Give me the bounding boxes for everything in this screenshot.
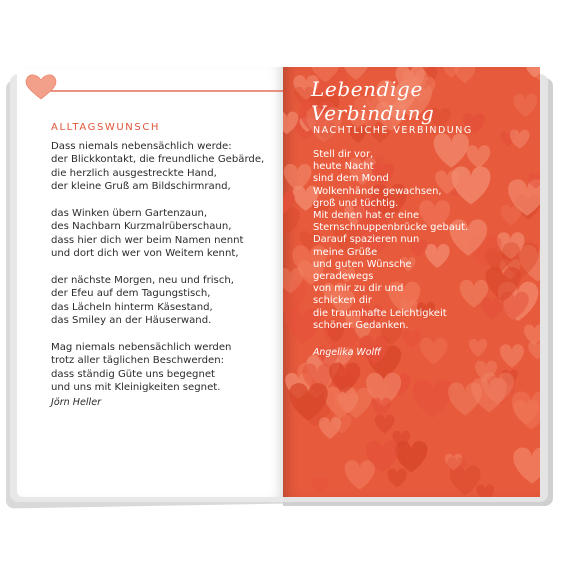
poem-line: und uns mit Kleinigkeiten segnet. (51, 382, 221, 394)
poem-line: das Smiley an der Häuserwand. (51, 315, 212, 327)
poem-line: Mag niemals nebensächlich werden (51, 342, 232, 354)
heart-icon (312, 477, 329, 493)
heart-icon (319, 417, 341, 439)
heart-icon (448, 382, 482, 415)
poem-line: der kleine Gruß am Bildschirmrand, (51, 181, 231, 193)
poem-line: Dass niemals nebensächlich werde: (51, 141, 232, 152)
heart-icon (375, 415, 394, 434)
poem-line: heute Nacht (313, 161, 374, 173)
heart-icon (387, 468, 407, 487)
heart-icon (469, 339, 487, 357)
poem-line: schicken dir (313, 295, 372, 307)
poem-line: der nächste Morgen, neu und frisch, (51, 275, 234, 287)
heart-icon (420, 338, 448, 365)
poem-heading: ALLTAGSWUNSCH (51, 122, 161, 133)
poem-line: Wolkenhände gewachsen, (313, 185, 442, 197)
poem-line: Darauf spazieren nun (313, 234, 420, 246)
poem-line: das Lächeln hinterm Käsestand, (51, 301, 213, 313)
poem-heading: NACHTLICHE VERBINDUNG (313, 125, 473, 136)
poem-line: meine Grüße (313, 246, 378, 258)
heart-icon (403, 330, 422, 348)
poem-line: und dort dich wer von Weitem kennt, (51, 248, 239, 260)
poem-line: Sternschnuppenbrücke gebaut. (313, 222, 469, 234)
poem-line: sind dem Mond (313, 173, 389, 185)
heart-icon (513, 448, 540, 484)
heart-icon (510, 130, 530, 149)
poem-line: Stell dir vor, (313, 149, 374, 160)
poem-line: Mit denen hat er eine (313, 210, 420, 222)
heart-rule-decoration (17, 67, 283, 107)
chapter-title: Lebendige Verbindung (311, 77, 435, 125)
poem-line: der Blickkontakt, die freundliche Gebärde, (51, 154, 265, 166)
poem-line: groß und tüchtig. (313, 197, 399, 209)
poem-line: das Winken übern Gartenzaun, (51, 208, 208, 220)
heart-icon (26, 75, 56, 99)
poem-line: und guten Wünsche (313, 258, 412, 270)
left-page (17, 67, 283, 497)
poem-line: der Efeu auf dem Tagungstisch, (51, 288, 211, 300)
poem-body (51, 140, 264, 408)
heart-icon (413, 379, 453, 418)
poem-author: Jörn Heller (51, 397, 102, 408)
heart-icon (284, 164, 312, 191)
poem-line: trotz aller täglichen Beschwerden: (51, 355, 225, 367)
heart-icon (512, 392, 540, 430)
heart-icon (524, 324, 540, 345)
poem-line: des Nachbarn Kurzmalrüberschaun, (51, 221, 232, 233)
heart-icon (476, 485, 494, 497)
heart-icon (481, 298, 503, 320)
poem-body (313, 149, 468, 332)
stanza-4 (51, 341, 264, 395)
poem-line: dass hier dich wer beim Namen nennt (51, 234, 244, 246)
heart-icon (500, 344, 524, 367)
poem-line: die traumhafte Leichtigkeit (313, 307, 447, 319)
poem-line: die herzlich ausgestreckte Hand, (51, 167, 217, 179)
poem-line: schöner Gedanken. (313, 319, 409, 331)
poem-author: Angelika Wolff (313, 347, 381, 358)
right-page (283, 67, 540, 497)
stanza-1 (51, 140, 264, 194)
stanza-2 (51, 207, 264, 261)
heart-icon (467, 145, 491, 168)
poem-line: geradewegs (313, 271, 374, 283)
heart-icon (345, 460, 375, 489)
stanza-3 (51, 274, 264, 328)
poem-line: dass ständig Güte uns begegnet (51, 368, 216, 380)
poem-line: von mir zu dir und (313, 283, 404, 295)
